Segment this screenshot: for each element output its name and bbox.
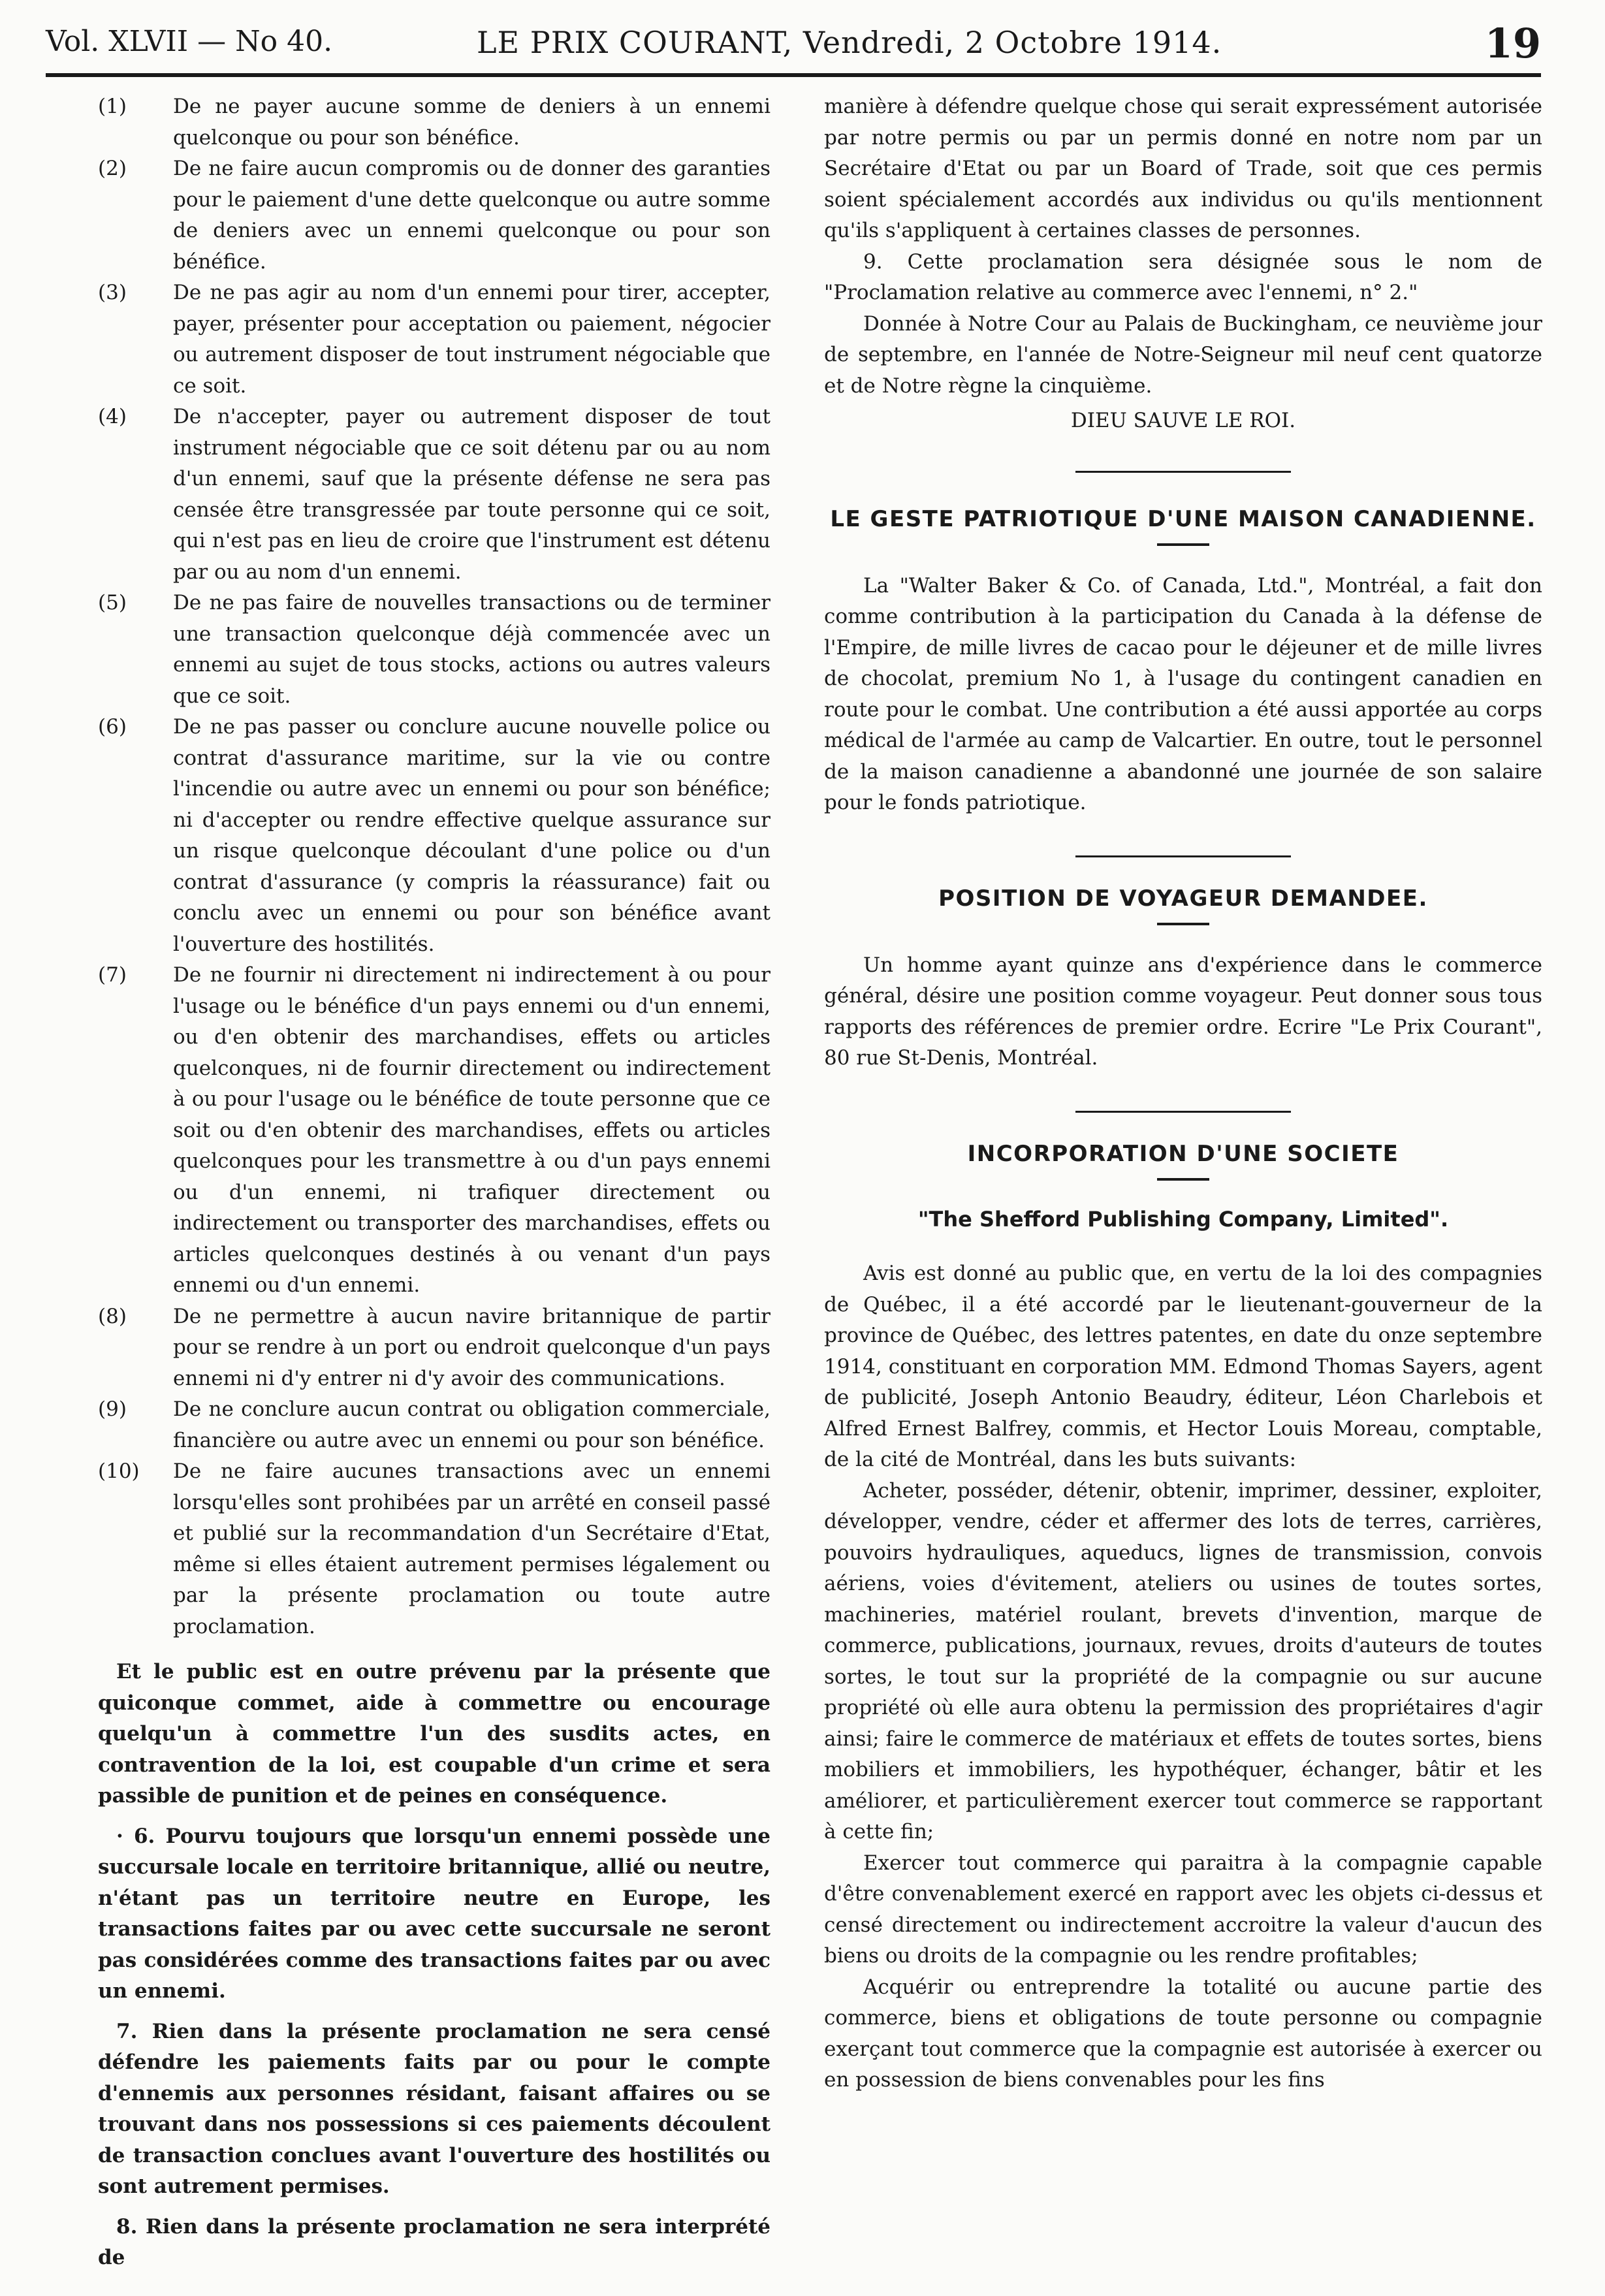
section-body: Un homme ayant quinze ans d'expérience dans le commerce général, désire une position comme voyageur. Peut donner sous tous rapports des références de premier ordre. Ecrire "Le Prix Courant", 80 rue St-Denis, Montréal.	[824, 953, 1542, 1070]
purpose-paragraph: Exercer tout commerce qui paraitra à la compagnie capable d'être convenablement exercé en rapport avec les objets ci-dessus et censé directement ou indirectement accroitre la valeur d'aucun des biens ou droits de la compagnie ou les rendre profitables;	[824, 1851, 1542, 1968]
list-item: (5) De ne pas faire de nouvelles transactions ou de terminer une transaction quelconque déjà commencée avec un ennemi au sujet de tous stocks, actions ou autres valeurs que ce soit.	[98, 591, 771, 708]
list-item: (8) De ne permettre à aucun navire britannique de partir pour se rendre à un port ou endroit quelconque d'un pays ennemi ni d'y entrer ni d'y avoir des communications.	[98, 1304, 771, 1390]
list-item: (4) De n'accepter, payer ou autrement disposer de tout instrument négociable que ce soit détenu par ou au nom d'un ennemi, sauf que la présente défense ne sera pas censée être transgressée par toute personne qui ce soit, qui n'est pas en lieu de croire que l'instrument est détenu par ou au nom d'un ennemi.	[98, 405, 771, 584]
god-save-the-king: DIEU SAUVE LE ROI.	[1070, 409, 1296, 432]
paragraph: · 6. Pourvu toujours que lorsqu'un ennemi possède une succursale locale en territoire britannique, allié ou neutre, n'étant pas un territoire neutre en Europe, les transactions faites par ou avec cette succursale ne seront pas considérées comme des transactions faites par ou avec un ennemi.	[98, 1824, 771, 2003]
list-item: (1) De ne payer aucune somme de deniers à un ennemi quelconque ou pour son bénéfice.	[98, 95, 771, 150]
heading-underline	[1157, 543, 1209, 546]
list-item: (3) De ne pas agir au nom d'un ennemi pour tirer, accepter, payer, présenter pour acceptation ou paiement, négocier ou autrement disposer de tout instrument négociable que ce soit.	[98, 281, 771, 398]
paragraph: 8. Rien dans la présente proclamation ne sera interprété de	[98, 2214, 771, 2269]
section-subheading: "The Shefford Publishing Company, Limited".	[917, 1206, 1449, 1232]
given-at-court: Donnée à Notre Cour au Palais de Buckingham, ce neuvième jour de septembre, en l'année de Notre-Seigneur mil neuf cent quatorze et de Notre règne la cinquième.	[824, 311, 1542, 398]
list-item: (2) De ne faire aucun compromis ou de donner des garanties pour le paiement d'une dette quelconque ou autre somme de deniers avec un ennemi quelconque ou pour son bénéfice.	[98, 157, 771, 274]
section-body: Avis est donné au public que, en vertu de la loi des compagnies de Québec, il a été accordé par le lieutenant-gouverneur de la province de Québec, des lettres patentes, en date du onze septembre 1914, constituant en corporation MM. Edmond Thomas Sayers, agent de publicité, Joseph Antonio Beaudry, éditeur, Léon Charlebois et Alfred Ernest Balfrey, commis, et Hector Louis Moreau, comptable, de la cité de Montréal, dans les buts suivants:	[824, 1262, 1542, 1471]
section-body: La "Walter Baker & Co. of Canada, Ltd.", Montréal, a fait don comme contribution à la participation du Canada à la défense de l'Empire, de mille livres de cacao pour le déjeuner et de mille livres de chocolat, premium No 1, à l'usage du contingent canadien en route pour le combat. Une contribution a été aussi apportée au corps médical de l'armée au camp de Valcartier. En outre, tout le personnel de la maison canadienne a abandonné une journée de son salaire pour le fonds patriotique.	[824, 573, 1542, 814]
purpose-paragraph: Acquérir ou entreprendre la totalité ou aucune partie des commerce, biens et obligations de toute personne ou compagnie exerçant tout commerce que la compagnie est autorisée à exercer ou en possession de biens convenables pour les fins	[824, 1975, 1542, 2092]
volume-info: Vol. XLVII — No 40.	[46, 25, 333, 58]
list-item: (10) De ne faire aucunes transactions avec un ennemi lorsqu'elles sont prohibées par un arrêté en conseil passé et publié sur la recommandation d'un Secrétaire d'Etat, même si elles étaient autrement permises légalement ou par la présente proclamation ou toute autre proclamation.	[98, 1459, 771, 1638]
section-heading: LE GESTE PATRIOTIQUE D'UNE MAISON CANADIENNE.	[830, 505, 1536, 532]
list-item: (6) De ne pas passer ou conclure aucune nouvelle police ou contrat d'assurance maritime, sur la vie ou contre l'incendie ou autre avec un ennemi ou pour son bénéfice; ni d'accepter ou rendre effective quelque assurance sur un risque quelconque découlant d'une police ou d'un contrat d'assurance (y compris la réassurance) fait ou conclu avec un ennemi ou pour son bénéfice avant l'ouverture des hostilités.	[98, 715, 771, 956]
header-rule	[46, 73, 1541, 77]
right-column	[824, 91, 1542, 2096]
divider	[1075, 471, 1291, 473]
section-heading: POSITION DE VOYAGEUR DEMANDEE.	[938, 885, 1428, 912]
paragraph: Et le public est en outre prévenu par la présente que quiconque commet, aide à commettre ou encourage quelqu'un à commettre l'un des susdits actes, en contravention de la loi, est coupable d'un crime et sera passible de punition et de peines en conséquence.	[98, 1660, 771, 1808]
page-number: 19	[1484, 20, 1541, 67]
newspaper-title: LE PRIX COURANT, Vendredi, 2 Octobre 1914.	[477, 25, 1222, 60]
page-header	[46, 20, 1541, 65]
heading-underline	[1157, 923, 1209, 925]
list-item: (9) De ne conclure aucun contrat ou obligation commerciale, financière ou autre avec un ennemi ou pour son bénéfice.	[98, 1397, 771, 1452]
divider	[1075, 1111, 1291, 1113]
heading-underline	[1157, 1178, 1209, 1181]
proclamation-continuation: manière à défendre quelque chose qui serait expressément autorisée par notre permis ou par un permis donné en notre nom par un Secrétaire d'Etat ou par un Board of Trade, soit que ces permis soient spécialement accordés aux individus ou qu'ils mentionnent qu'ils s'appliquent à certaines classes de personnes.	[824, 95, 1542, 242]
purpose-paragraph: Acheter, posséder, détenir, obtenir, imprimer, dessiner, exploiter, développer, vendre, céder et affermer des lots de terres, carrières, pouvoirs hydrauliques, aqueducs, lignes de transmission, convois aériens, voies d'évitement, ateliers ou usines de toutes sortes, machineries, matériel roulant, brevets d'invention, marque de commerce, publications, journaux, revues, droits d'auteurs de toutes sortes, le tout sur la propriété de la compagnie ou sur aucune propriété où elle aura obtenu la permission des propriétaires d'agir ainsi; faire le commerce de matériaux et effets de toutes sortes, biens mobiliers et immobiliers, les hypothéquer, échanger, bâtir et les améliorer, et particulièrement exercer tout commerce se rapportant à cette fin;	[824, 1478, 1542, 1843]
clause-9: 9. Cette proclamation sera désignée sous le nom de "Proclamation relative au commerce avec l'ennemi, n° 2."	[824, 249, 1542, 304]
section-heading: INCORPORATION D'UNE SOCIETE	[967, 1140, 1399, 1167]
paragraph: 7. Rien dans la présente proclamation ne sera censé défendre les paiements faits par ou pour le compte d'ennemis aux personnes résidant, faisant affaires ou se trouvant dans nos possessions si ces paiements découlent de transaction conclues avant l'ouverture des hostilités ou sont autrement permises.	[98, 2019, 771, 2198]
list-item: (7) De ne fournir ni directement ni indirectement à ou pour l'usage ou le bénéfice d'un pays ennemi ou d'un ennemi, ou d'en obtenir des marchandises, effets ou articles quelconques, ni de fournir directement ou indirectement à ou pour l'usage ou le bénéfice de toute personne que ce soit ou d'en obtenir des marchandises, effets ou articles quelconques pour les transmettre à ou d'un pays ennemi ou d'un ennemi, ni trafiquer directement ou indirectement ou transporter des marchandises, effets ou articles quelconques destinés à ou venant d'un pays ennemi ou d'un ennemi.	[98, 963, 771, 1297]
left-column	[98, 91, 771, 2274]
divider	[1075, 855, 1291, 857]
